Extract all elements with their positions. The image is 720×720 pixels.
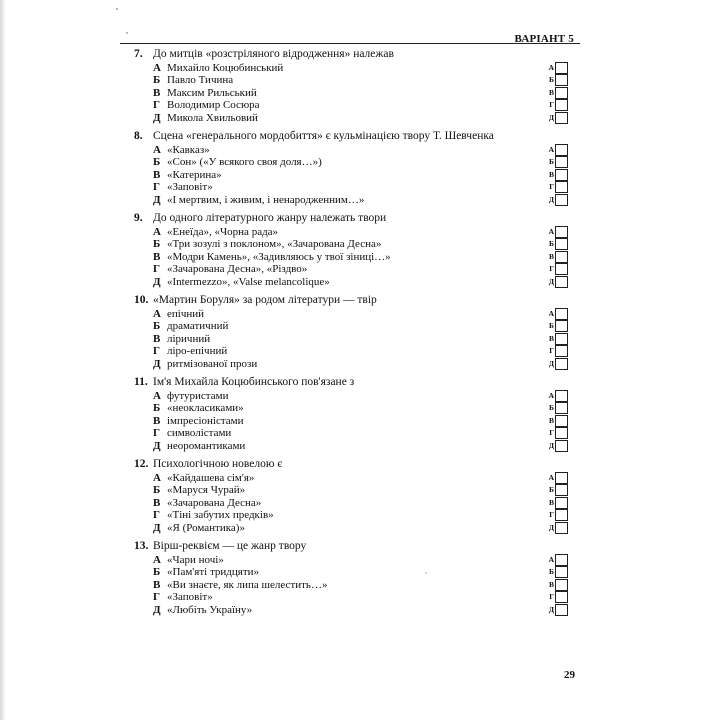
answer-box[interactable] [555, 62, 568, 74]
answer-option [134, 263, 580, 275]
answer-box[interactable] [555, 554, 568, 566]
answer-option [134, 226, 580, 238]
option-text: «Зачарована Десна» [167, 496, 262, 509]
question-text: «Мартин Боруля» за родом літератури — твір [153, 294, 377, 306]
answer-checkbox[interactable] [546, 308, 568, 320]
answer-box-letter: А [548, 227, 554, 236]
answer-box-letter: А [548, 473, 554, 482]
answer-box-letter: Д [548, 440, 554, 450]
answer-box-letter: Б [549, 567, 554, 577]
answer-box[interactable] [555, 497, 568, 509]
question-stem [134, 456, 580, 472]
option-letter: Г [153, 591, 160, 604]
answer-box[interactable] [555, 226, 568, 238]
option-text: Володимир Сосюра [167, 99, 260, 112]
option-letter: Б [153, 402, 161, 415]
option-text: «Кайдашева сім'я» [167, 472, 255, 484]
answer-box-letter: В [548, 169, 554, 179]
answer-box[interactable] [555, 276, 568, 288]
answer-checkbox[interactable] [546, 263, 568, 275]
answer-checkbox[interactable] [546, 99, 568, 111]
option-letter: А [153, 308, 161, 320]
option-letter: А [153, 390, 161, 402]
option-text: «І мертвим, і живим, і ненародженним…» [167, 193, 365, 206]
answer-box[interactable] [555, 604, 568, 616]
answer-box-letter: Б [549, 239, 554, 249]
answer-checkbox[interactable] [546, 181, 568, 193]
answer-option [134, 238, 580, 250]
answer-box-letter: Д [548, 112, 554, 122]
option-text: «Ви знаєте, як липа шелестить…» [167, 578, 328, 591]
answer-option [134, 169, 580, 181]
answer-option [134, 415, 580, 427]
answer-box[interactable] [555, 345, 568, 357]
answer-checkbox[interactable] [546, 238, 568, 250]
option-letter: Г [153, 427, 160, 440]
option-letter: Б [153, 74, 161, 87]
question-number: 12. [134, 458, 149, 470]
answer-box-letter: Г [549, 510, 554, 520]
option-letter: В [153, 496, 161, 509]
answer-option [134, 251, 580, 263]
option-letter: В [153, 250, 161, 263]
option-text: Михайло Коцюбинський [167, 62, 284, 74]
option-letter: Г [153, 99, 160, 112]
answer-checkbox[interactable] [546, 579, 568, 591]
option-text: футуристами [167, 390, 229, 402]
option-text: символістами [167, 427, 232, 440]
question-stem [134, 292, 580, 308]
answer-box[interactable] [555, 238, 568, 250]
option-text: Микола Хвильовий [167, 111, 258, 124]
question-number: 8. [134, 130, 143, 142]
answer-box-letter: А [548, 63, 554, 72]
answer-checkbox[interactable] [546, 566, 568, 578]
answer-box[interactable] [555, 194, 568, 206]
page-number: 29 [564, 669, 575, 681]
answer-box-letter: Б [549, 75, 554, 85]
answer-option [134, 62, 580, 74]
option-letter: Г [153, 263, 160, 276]
option-text: неоромантиками [167, 439, 246, 452]
variant-header: ВАРІАНТ 5 [514, 33, 574, 45]
answer-option [134, 144, 580, 156]
question-text: До митців «розстріляного відродження» належав [153, 48, 394, 60]
question-block [134, 128, 580, 206]
answer-checkbox[interactable] [546, 87, 568, 99]
option-text: «Я (Романтика)» [167, 521, 245, 534]
header-rule [120, 43, 580, 44]
answer-option [134, 591, 580, 603]
answer-box[interactable] [555, 472, 568, 484]
answer-box-letter: А [548, 555, 554, 564]
answer-box[interactable] [555, 308, 568, 320]
option-text: «Заповіт» [167, 591, 213, 604]
option-text: «Маруся Чурай» [167, 484, 246, 497]
answer-checkbox[interactable] [546, 226, 568, 238]
option-letter: Б [153, 566, 161, 579]
answer-option [134, 604, 580, 616]
question-stem [134, 538, 580, 554]
option-text: ліро-епічний [167, 345, 228, 358]
answer-box-letter: В [548, 333, 554, 343]
answer-box-letter: Г [549, 264, 554, 274]
answer-checkbox[interactable] [546, 194, 568, 206]
answer-checkbox[interactable] [546, 402, 568, 414]
answer-option [134, 554, 580, 566]
answer-option [134, 472, 580, 484]
option-letter: А [153, 62, 161, 74]
answer-checkbox[interactable] [546, 345, 568, 357]
answer-box-letter: Б [549, 157, 554, 167]
answer-checkbox[interactable] [546, 390, 568, 402]
option-letter: Д [153, 111, 161, 124]
option-letter: А [153, 226, 161, 238]
answer-option [134, 427, 580, 439]
option-letter: Б [153, 238, 161, 251]
answer-checkbox[interactable] [546, 169, 568, 181]
option-text: ритмізованої прози [167, 357, 258, 370]
answer-box[interactable] [555, 320, 568, 332]
option-letter: В [153, 414, 161, 427]
option-text: драматичний [167, 320, 229, 333]
answer-box-letter: А [548, 145, 554, 154]
answer-box-letter: Д [548, 358, 554, 368]
answer-option [134, 112, 580, 124]
answer-box[interactable] [555, 358, 568, 370]
question-text: Вірш-реквієм — це жанр твору [153, 540, 307, 552]
answer-box[interactable] [555, 74, 568, 86]
answer-checkbox[interactable] [546, 62, 568, 74]
option-text: «Тіні забутих предків» [167, 509, 274, 522]
option-text: «Модри Камень», «Задивляюсь у твої зіниці…» [167, 250, 391, 263]
option-text: «Кавказ» [167, 144, 210, 156]
answer-option [134, 390, 580, 402]
answer-option [134, 99, 580, 111]
option-text: «Три зозулі з поклоном», «Зачарована Десна» [167, 238, 382, 251]
option-letter: А [153, 472, 161, 484]
answer-option [134, 509, 580, 521]
question-block [134, 46, 580, 124]
answer-box[interactable] [555, 87, 568, 99]
answer-checkbox[interactable] [546, 112, 568, 124]
answer-box[interactable] [555, 156, 568, 168]
answer-box-letter: В [548, 415, 554, 425]
question-text: Психологічною новелою є [153, 458, 283, 470]
option-letter: Д [153, 439, 161, 452]
answer-box[interactable] [555, 99, 568, 111]
option-letter: Г [153, 509, 160, 522]
option-letter: Д [153, 357, 161, 370]
answer-box[interactable] [555, 333, 568, 345]
answer-box[interactable] [555, 440, 568, 452]
answer-box[interactable] [555, 402, 568, 414]
option-text: імпресіоністами [167, 414, 244, 427]
answer-checkbox[interactable] [546, 320, 568, 332]
answer-checkbox[interactable] [546, 276, 568, 288]
answer-option [134, 194, 580, 206]
answer-box-letter: Д [548, 194, 554, 204]
answer-option [134, 156, 580, 168]
question-number: 13. [134, 540, 149, 552]
option-letter: В [153, 578, 161, 591]
option-text: Максим Рильський [167, 86, 257, 99]
answer-box[interactable] [555, 566, 568, 578]
answer-checkbox[interactable] [546, 522, 568, 534]
answer-checkbox[interactable] [546, 415, 568, 427]
option-text: «Заповіт» [167, 181, 213, 194]
answer-box-letter: Д [548, 522, 554, 532]
answer-option [134, 181, 580, 193]
option-letter: Д [153, 193, 161, 206]
answer-box-letter: В [548, 251, 554, 261]
answer-box[interactable] [555, 263, 568, 275]
answer-option [134, 276, 580, 288]
question-block [134, 538, 580, 616]
option-text: «Любіть Україну» [167, 603, 253, 616]
option-letter: В [153, 168, 161, 181]
answer-box[interactable] [555, 509, 568, 521]
answer-checkbox[interactable] [546, 333, 568, 345]
answer-box[interactable] [555, 579, 568, 591]
answer-checkbox[interactable] [546, 509, 568, 521]
option-letter: А [153, 144, 161, 156]
option-letter: А [153, 554, 161, 566]
answer-checkbox[interactable] [546, 74, 568, 86]
answer-box[interactable] [555, 427, 568, 439]
answer-box-letter: Г [549, 346, 554, 356]
answer-box[interactable] [555, 112, 568, 124]
option-text: ліричний [167, 332, 211, 345]
answer-checkbox[interactable] [546, 156, 568, 168]
question-number: 7. [134, 48, 143, 60]
answer-box-letter: В [548, 497, 554, 507]
answer-checkbox[interactable] [546, 472, 568, 484]
answer-option [134, 579, 580, 591]
question-stem [134, 128, 580, 144]
answer-box[interactable] [555, 169, 568, 181]
option-letter: Г [153, 345, 160, 358]
answer-checkbox[interactable] [546, 591, 568, 603]
answer-option [134, 402, 580, 414]
answer-box[interactable] [555, 591, 568, 603]
answer-option [134, 74, 580, 86]
question-block [134, 374, 580, 452]
answer-box-letter: А [548, 309, 554, 318]
question-text: Сцена «генерального мордобиття» є кульмінацією твору Т. Шевченка [153, 130, 494, 142]
question-number: 9. [134, 212, 143, 224]
option-text: «неокласиками» [167, 402, 244, 415]
answer-box-letter: Г [549, 182, 554, 192]
question-block [134, 210, 580, 288]
option-letter: Б [153, 484, 161, 497]
answer-box[interactable] [555, 484, 568, 496]
answer-checkbox[interactable] [546, 604, 568, 616]
answer-box[interactable] [555, 144, 568, 156]
question-stem [134, 374, 580, 390]
question-text: До одного літературного жанру належать твори [153, 212, 387, 224]
answer-option [134, 308, 580, 320]
question-text: Ім'я Михайла Коцюбинського пов'язане з [153, 376, 355, 388]
answer-option [134, 566, 580, 578]
question-block [134, 456, 580, 534]
question-stem [134, 46, 580, 62]
answer-box-letter: А [548, 391, 554, 400]
answer-option [134, 522, 580, 534]
option-letter: Г [153, 181, 160, 194]
answer-box-letter: Г [549, 100, 554, 110]
answer-checkbox[interactable] [546, 251, 568, 263]
answer-box-letter: Б [549, 321, 554, 331]
option-text: Павло Тичина [167, 74, 234, 87]
answer-option [134, 484, 580, 496]
answer-box[interactable] [555, 181, 568, 193]
option-text: «Енеїда», «Чорна рада» [167, 226, 279, 238]
question-number: 11. [134, 376, 148, 388]
answer-box-letter: Г [549, 428, 554, 438]
answer-box[interactable] [555, 415, 568, 427]
answer-option [134, 345, 580, 357]
answer-box-letter: Б [549, 485, 554, 495]
answer-box-letter: Д [548, 276, 554, 286]
answer-option [134, 333, 580, 345]
option-text: «Пам'яті тридцяти» [167, 566, 260, 579]
option-letter: В [153, 86, 161, 99]
option-letter: В [153, 332, 161, 345]
answer-checkbox[interactable] [546, 144, 568, 156]
option-text: «Intermezzo», «Valse melancolique» [167, 275, 330, 288]
answer-box[interactable] [555, 522, 568, 534]
answer-checkbox[interactable] [546, 554, 568, 566]
answer-checkbox[interactable] [546, 358, 568, 370]
option-text: «Катерина» [167, 168, 222, 181]
answer-option [134, 440, 580, 452]
option-letter: Д [153, 603, 161, 616]
answer-checkbox[interactable] [546, 427, 568, 439]
answer-option [134, 497, 580, 509]
question-stem [134, 210, 580, 226]
option-text: «Сон» («У всякого своя доля…») [167, 156, 322, 169]
answer-box[interactable] [555, 251, 568, 263]
answer-checkbox[interactable] [546, 484, 568, 496]
answer-option [134, 320, 580, 332]
option-text: епічний [167, 308, 205, 320]
question-block [134, 292, 580, 370]
option-letter: Д [153, 521, 161, 534]
option-letter: Б [153, 320, 161, 333]
option-letter: Д [153, 275, 161, 288]
answer-option [134, 358, 580, 370]
answer-checkbox[interactable] [546, 497, 568, 509]
answer-box-letter: Д [548, 604, 554, 614]
option-text: «Чари ночі» [167, 554, 224, 566]
answer-box-letter: Б [549, 403, 554, 413]
answer-box-letter: В [548, 87, 554, 97]
question-number: 10. [134, 294, 149, 306]
answer-box[interactable] [555, 390, 568, 402]
answer-box-letter: Г [549, 592, 554, 602]
answer-box-letter: В [548, 579, 554, 589]
option-letter: Б [153, 156, 161, 169]
option-text: «Зачарована Десна», «Різдво» [167, 263, 308, 276]
answer-checkbox[interactable] [546, 440, 568, 452]
answer-option [134, 87, 580, 99]
